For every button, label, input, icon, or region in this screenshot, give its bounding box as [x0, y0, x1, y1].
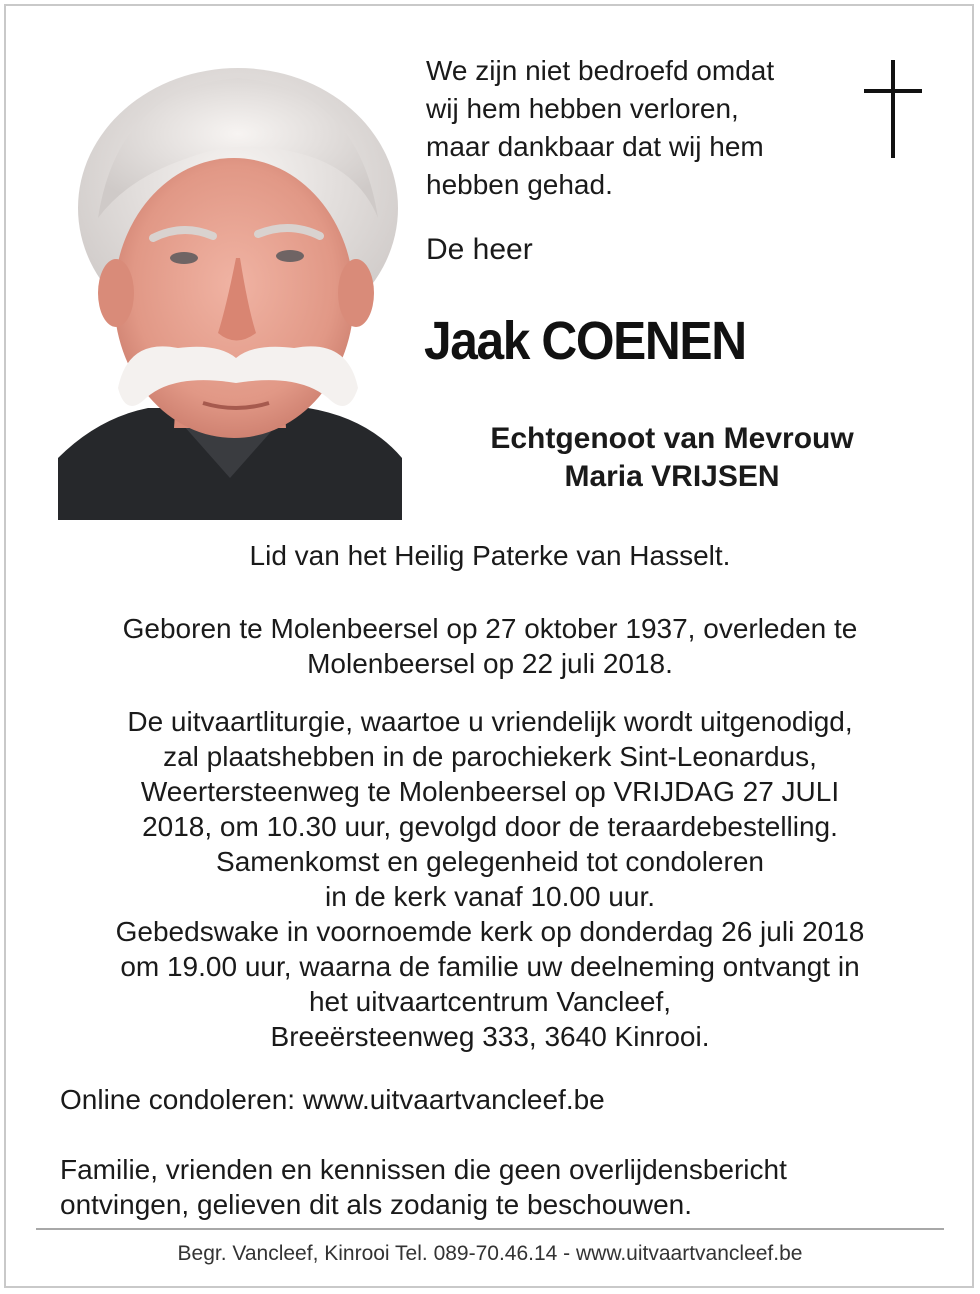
funeral-home-footer: Begr. Vancleef, Kinrooi Tel. 089-70.46.14 - www.uitvaartvancleef.be [177, 1242, 803, 1265]
funeral-details [40, 704, 940, 1054]
deceased-name: Jaak COENEN [424, 311, 746, 371]
funeral-line: het uitvaartcentrum Vancleef, [308, 986, 672, 1017]
funeral-line: zal plaatshebben in de parochiekerk Sint-Leonardus, [163, 741, 817, 772]
spouse-line: Maria VRIJSEN [564, 460, 780, 493]
spouse-info [412, 420, 932, 496]
funeral-line: Samenkomst en gelegenheid tot condoleren [216, 846, 764, 877]
membership-line: Lid van het Heilig Paterke van Hasselt. [249, 540, 731, 571]
membership-text [40, 538, 940, 573]
quote-line: hebben gehad. [426, 169, 613, 200]
family-notice-line: Familie, vrienden en kennissen die geen overlijdensbericht [60, 1154, 787, 1185]
funeral-line: Weertersteenweg te Molenbeersel op VRIJDAG 27 JULI [140, 776, 840, 807]
birth-death-line: Molenbeersel op 22 juli 2018. [307, 648, 673, 679]
funeral-line: in de kerk vanaf 10.00 uur. [325, 881, 655, 912]
quote-line: maar dankbaar dat wij hem [426, 131, 764, 162]
family-notice-line: ontvingen, gelieven dit als zodanig te beschouwen. [60, 1189, 692, 1220]
birth-death-line: Geboren te Molenbeersel op 27 oktober 1937, overleden te [122, 613, 858, 644]
funeral-line: Breeërsteenweg 333, 3640 Kinrooi. [270, 1021, 710, 1052]
quote-line: wij hem hebben verloren, [426, 93, 739, 124]
memorial-quote [426, 52, 846, 204]
spouse-line: Echtgenoot van Mevrouw [490, 422, 854, 455]
funeral-line: Gebedswake in voornoemde kerk op donderdag 26 juli 2018 [115, 916, 865, 947]
quote-line: We zijn niet bedroefd omdat [426, 55, 775, 86]
funeral-line: om 19.00 uur, waarna de familie uw deelneming ontvangt in [120, 951, 860, 982]
salutation: De heer [426, 233, 533, 266]
birth-death-text [40, 611, 940, 681]
portrait-photo [58, 58, 402, 520]
funeral-line: De uitvaartliturgie, waartoe u vriendelijk wordt uitgenodigd, [127, 706, 853, 737]
funeral-line: 2018, om 10.30 uur, gevolgd door de teraardebestelling. [142, 811, 838, 842]
footer-divider [36, 1228, 944, 1230]
online-condolence [60, 1082, 940, 1117]
online-condolence-line: Online condoleren: www.uitvaartvancleef.be [60, 1084, 605, 1115]
family-notice [60, 1152, 940, 1222]
latin-cross-icon [864, 60, 922, 158]
